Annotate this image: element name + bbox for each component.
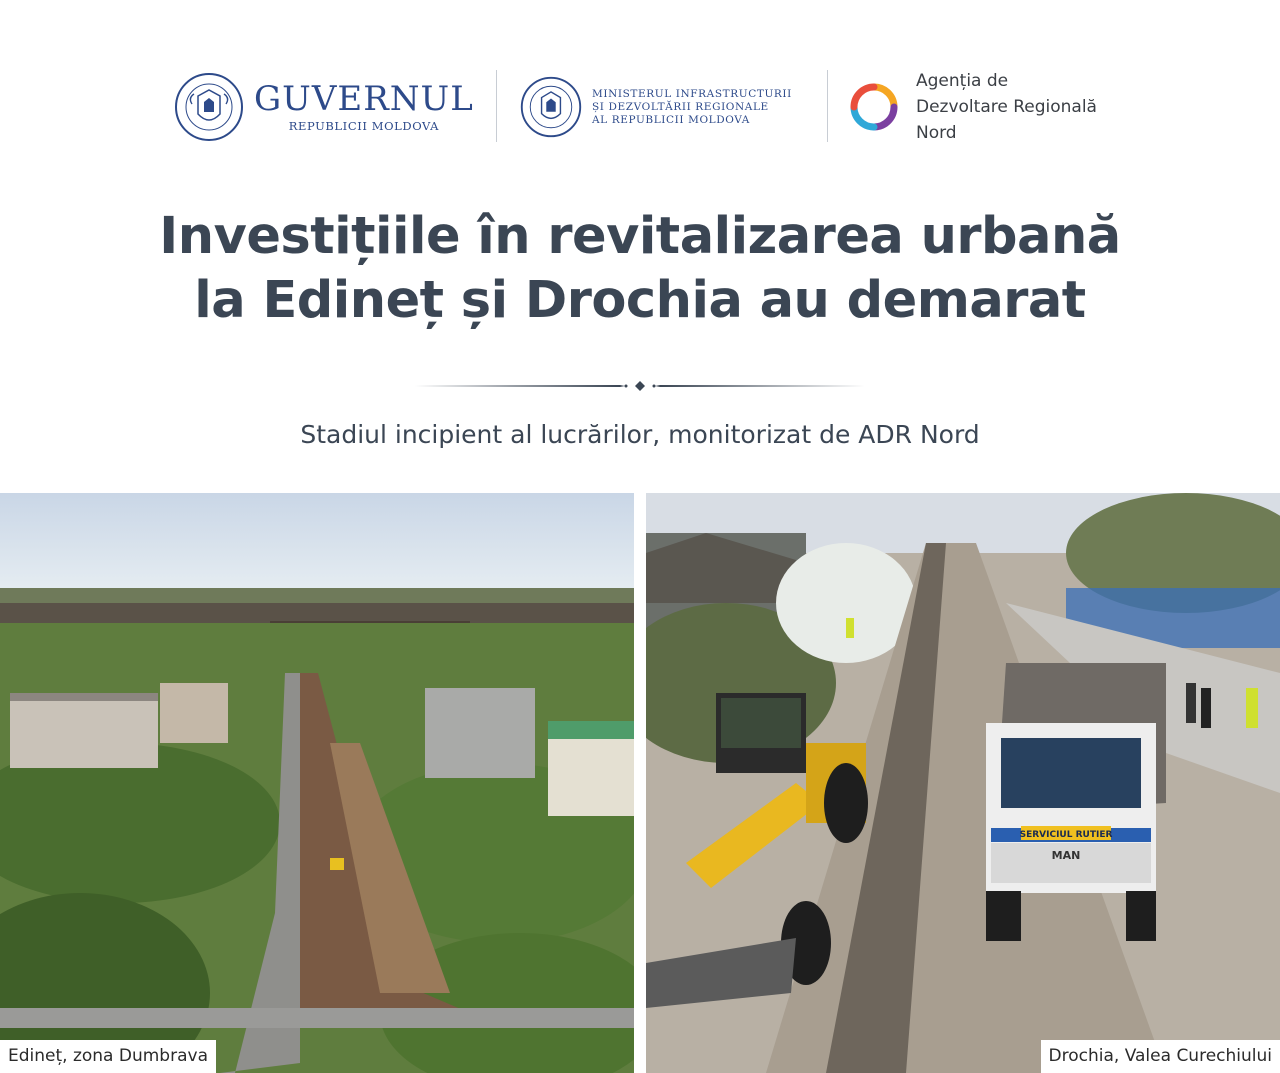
- logo-row: [0, 62, 1280, 152]
- agency-spiral-icon: [850, 83, 898, 131]
- ministry-line-1: MINISTERUL INFRASTRUCTURII: [592, 87, 792, 100]
- subtitle: Stadiul incipient al lucrărilor, monitorizat de ADR Nord: [300, 420, 980, 449]
- ministry-line-3: AL REPUBLICII MOLDOVA: [592, 113, 750, 126]
- aerial-street-image: [0, 493, 634, 1073]
- roadworks-image: [646, 493, 1280, 1073]
- agency-logo: [850, 62, 1097, 152]
- photo-drochia: [646, 493, 1280, 1073]
- photo-caption: Edineț, zona Dumbrava: [0, 1040, 216, 1073]
- government-title: GUVERNUL: [254, 79, 474, 119]
- logo-divider: [827, 70, 828, 142]
- ministry-logo: [518, 62, 792, 152]
- ministry-line-2: ȘI DEZVOLTĂRII REGIONALE: [592, 100, 769, 113]
- truck-brand: MAN: [1051, 849, 1081, 862]
- agency-line-1: Agenția de: [916, 71, 1009, 91]
- agency-line-3: Nord: [916, 123, 957, 143]
- title-line-1: Investițiile în revitalizarea urbană: [159, 207, 1121, 266]
- ornamental-divider: [410, 376, 870, 396]
- title-line-2: la Edineț și Drochia au demarat: [194, 271, 1086, 330]
- photo-edinet: [0, 493, 634, 1073]
- truck-label: SERVICIUL RUTIER: [1019, 830, 1113, 840]
- government-logo: [174, 62, 474, 152]
- government-subtitle: REPUBLICII MOLDOVA: [288, 119, 440, 133]
- page-title: [0, 205, 1280, 333]
- government-seal-icon: [174, 68, 244, 146]
- photo-caption: Drochia, Valea Curechiului: [1041, 1040, 1280, 1073]
- agency-line-2: Dezvoltare Regională: [916, 97, 1097, 117]
- logo-divider: [496, 70, 497, 142]
- ministry-seal-icon: [518, 70, 584, 144]
